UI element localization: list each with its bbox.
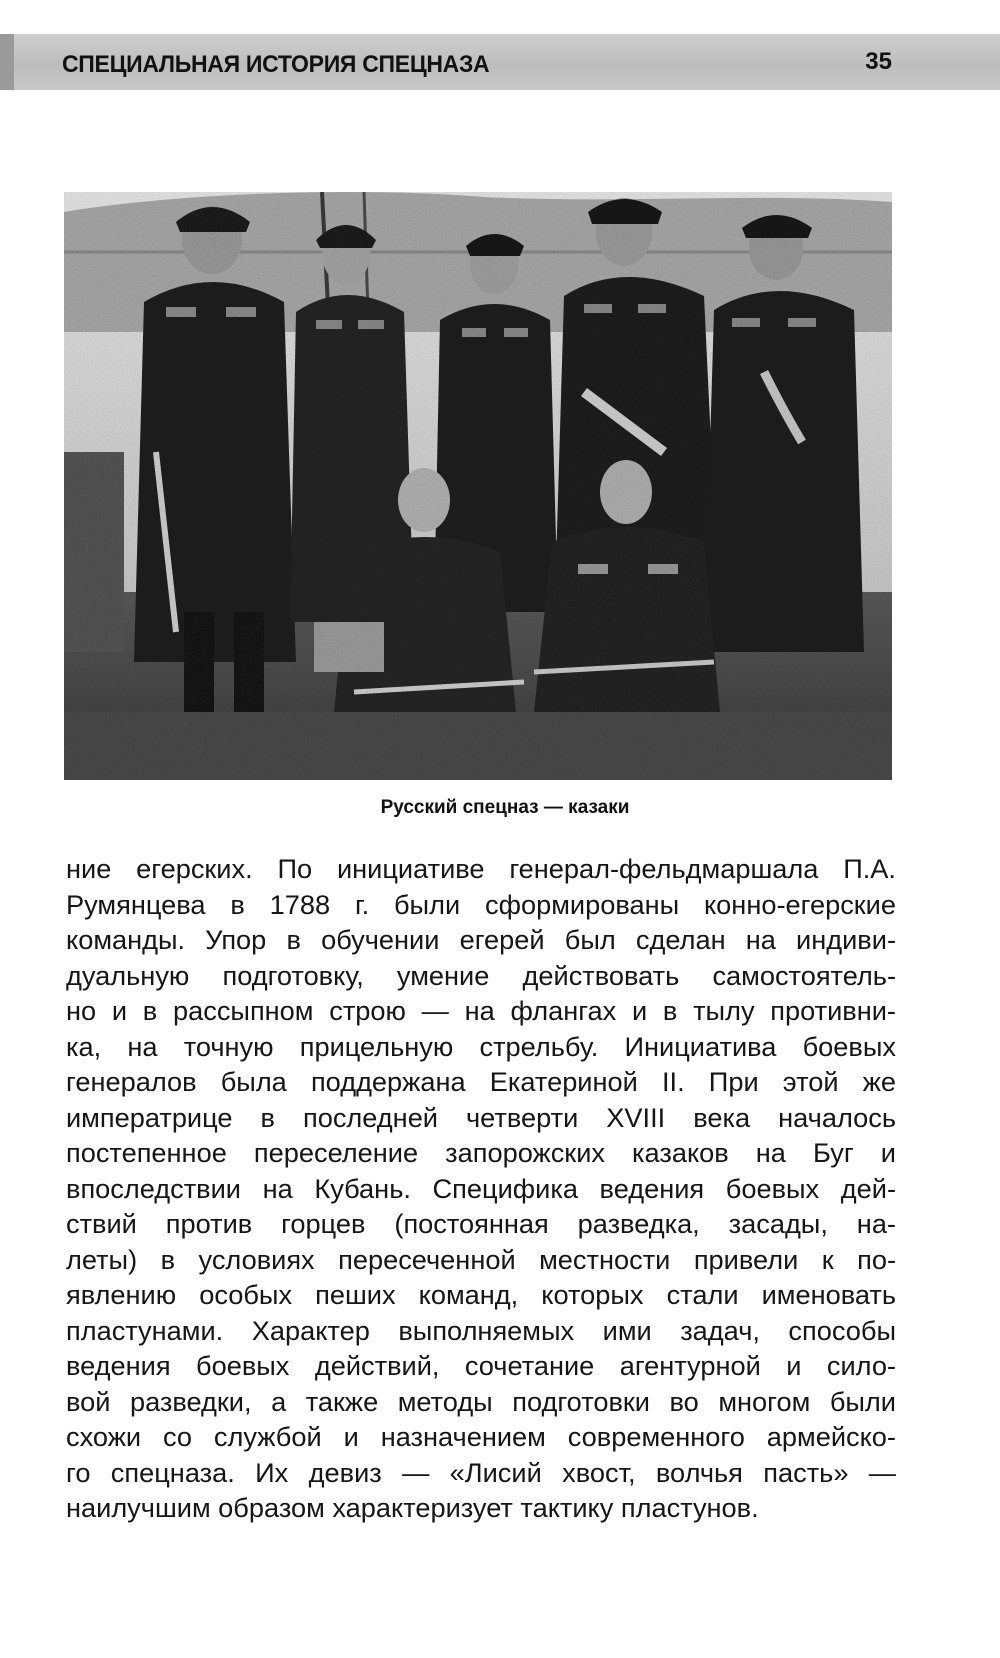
body-line: постепенное переселение запорожских казаков на Буг и bbox=[66, 1137, 896, 1168]
body-line: ние егерских. По инициативе генерал-фельдмаршала П.А. bbox=[66, 853, 896, 884]
body-line: го спецназа. Их девиз — «Лисий хвост, волчья пасть» — bbox=[66, 1456, 896, 1488]
body-line: впоследствии на Кубань. Специфика ведения боевых дей- bbox=[66, 1172, 896, 1204]
body-line: леты) в условиях пересеченной местности привели к по- bbox=[66, 1243, 896, 1275]
body-paragraph bbox=[66, 851, 896, 1526]
cossack-group-photo bbox=[64, 192, 892, 780]
body-line: схожи со службой и назначением современного армейско- bbox=[66, 1421, 896, 1452]
body-line: Румянцева в 1788 г. были сформированы конно-егерские bbox=[66, 888, 896, 920]
body-line: дуальную подготовку, умение действовать самостоятель- bbox=[66, 959, 896, 991]
body-line: явлению особых пеших команд, которых стали именовать bbox=[66, 1279, 896, 1310]
body-line: императрице в последней четверти XVIII века началось bbox=[66, 1101, 896, 1133]
body-line: генералов была поддержана Екатериной II. При этой же bbox=[66, 1066, 896, 1097]
body-line: ствий против горцев (постоянная разведка, засады, на- bbox=[66, 1208, 896, 1239]
body-line: ведения боевых действий, сочетание агентурной и сило- bbox=[66, 1350, 896, 1381]
body-line: вой разведки, а также методы подготовки во многом были bbox=[66, 1385, 896, 1417]
body-line: но и в рассыпном строю — на флангах и в тылу противни- bbox=[66, 995, 896, 1026]
body-line: команды. Упор в обучении егерей был сделан на индиви- bbox=[66, 924, 896, 955]
photo-caption: Русский спецназ — казаки bbox=[380, 797, 630, 818]
running-title: СПЕЦИАЛЬНАЯ ИСТОРИЯ СПЕЦНАЗА bbox=[62, 50, 490, 78]
body-line: пластунами. Характер выполняемых ими задач, способы bbox=[66, 1314, 896, 1346]
group-portrait-photo-icon bbox=[64, 192, 892, 780]
header-bar-edge bbox=[0, 34, 14, 90]
body-line: ка, на точную прицельную стрельбу. Инициатива боевых bbox=[66, 1030, 896, 1062]
body-line: наилучшим образом характеризует тактику пластунов. bbox=[66, 1492, 759, 1523]
page-number: 35 bbox=[865, 48, 892, 75]
